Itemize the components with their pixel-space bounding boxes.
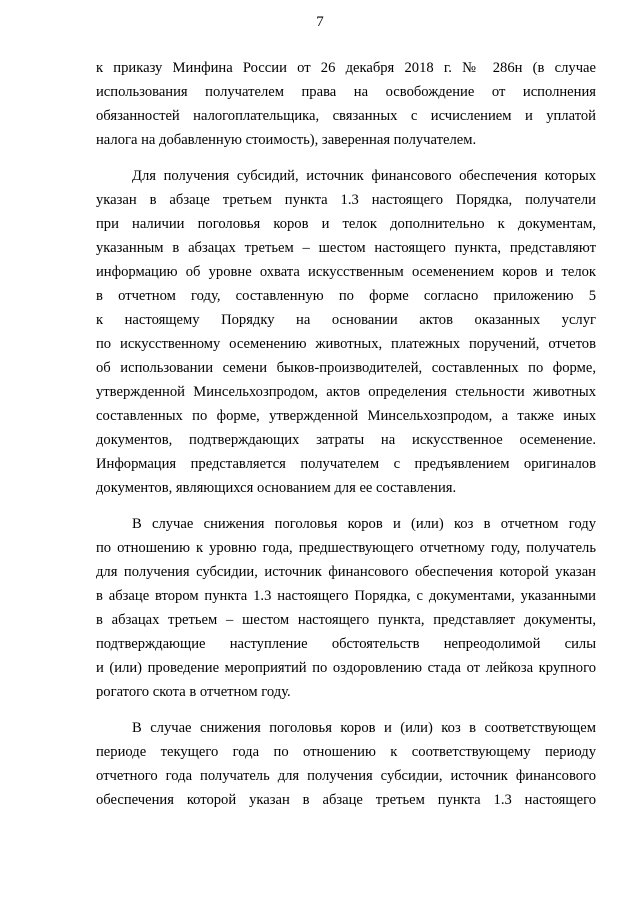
text-line: документов, подтверждающих затраты на искусственное осеменение. (96, 432, 596, 448)
text-line: составленных по форме, утвержденной Минсельхозпродом, а также иных (96, 408, 596, 424)
text-line: при наличии поголовья коров и телок дополнительно к документам, (96, 216, 596, 232)
text-line: утвержденной Минсельхозпродом, актов определения стельности животных (96, 384, 596, 400)
text-line: об использовании семени быков-производителей, составленных по форме, (96, 360, 596, 376)
text-line: и (или) проведение мероприятий по оздоровлению стада от лейкоза крупного (96, 660, 596, 676)
text-line: в абзацах третьем – шестом настоящего пункта, представляет документы, (96, 612, 596, 628)
text-line: В случае снижения поголовья коров и (или) коз в отчетном году (132, 516, 596, 532)
text-line: указанным в абзацах третьем – шестом настоящего пункта, представляют (96, 240, 596, 256)
text-line: в абзаце втором пункта 1.3 настоящего Порядка, с документами, указанными (96, 588, 596, 604)
text-line: информацию об уровне охвата искусственным осеменением коров и телок (96, 264, 596, 280)
paragraph-3 (96, 512, 596, 704)
text-line: обязанностей налогоплательщика, связанных с исчислением и уплатой (96, 108, 596, 124)
text-line: для получения субсидии, источник финансового обеспечения которой указан (96, 564, 596, 580)
text-line: документов, являющихся основанием для ее составления. (96, 480, 457, 496)
text-line: периоде текущего года по отношению к соответствующему периоду (96, 744, 596, 760)
text-line: отчетного года получатель для получения субсидии, источник финансового (96, 768, 596, 784)
paragraph-2 (96, 164, 596, 500)
text-line: Информация представляется получателем с предъявлением оригиналов (96, 456, 596, 472)
text-line: В случае снижения поголовья коров и (или) коз в соответствующем (132, 720, 596, 736)
text-line: по искусственному осеменению животных, платежных поручений, отчетов (96, 336, 596, 352)
paragraph-1 (96, 56, 596, 152)
text-line: Для получения субсидий, источник финансового обеспечения которых (132, 168, 596, 184)
text-line: указан в абзаце третьем пункта 1.3 настоящего Порядка, получатели (96, 192, 596, 208)
text-line: использования получателем права на освобождение от исполнения (96, 84, 596, 100)
text-line: обеспечения которой указан в абзаце третьем пункта 1.3 настоящего (96, 792, 596, 808)
text-line: к настоящему Порядку на основании актов оказанных услуг (96, 312, 596, 328)
page-number: 7 (316, 14, 324, 30)
paragraph-4 (96, 716, 596, 812)
text-line: в отчетном году, составленную по форме согласно приложению 5 (96, 288, 596, 304)
document-body (96, 56, 596, 812)
text-line: по отношению к уровню года, предшествующего отчетному году, получатель (96, 540, 596, 556)
text-line: подтверждающие наступление обстоятельств непреодолимой силы (96, 636, 596, 652)
text-line: к приказу Минфина России от 26 декабря 2018 г. № 286н (в случае (96, 60, 596, 76)
text-line: налога на добавленную стоимость), заверенная получателем. (96, 132, 477, 148)
text-line: рогатого скота в отчетном году. (96, 684, 291, 700)
